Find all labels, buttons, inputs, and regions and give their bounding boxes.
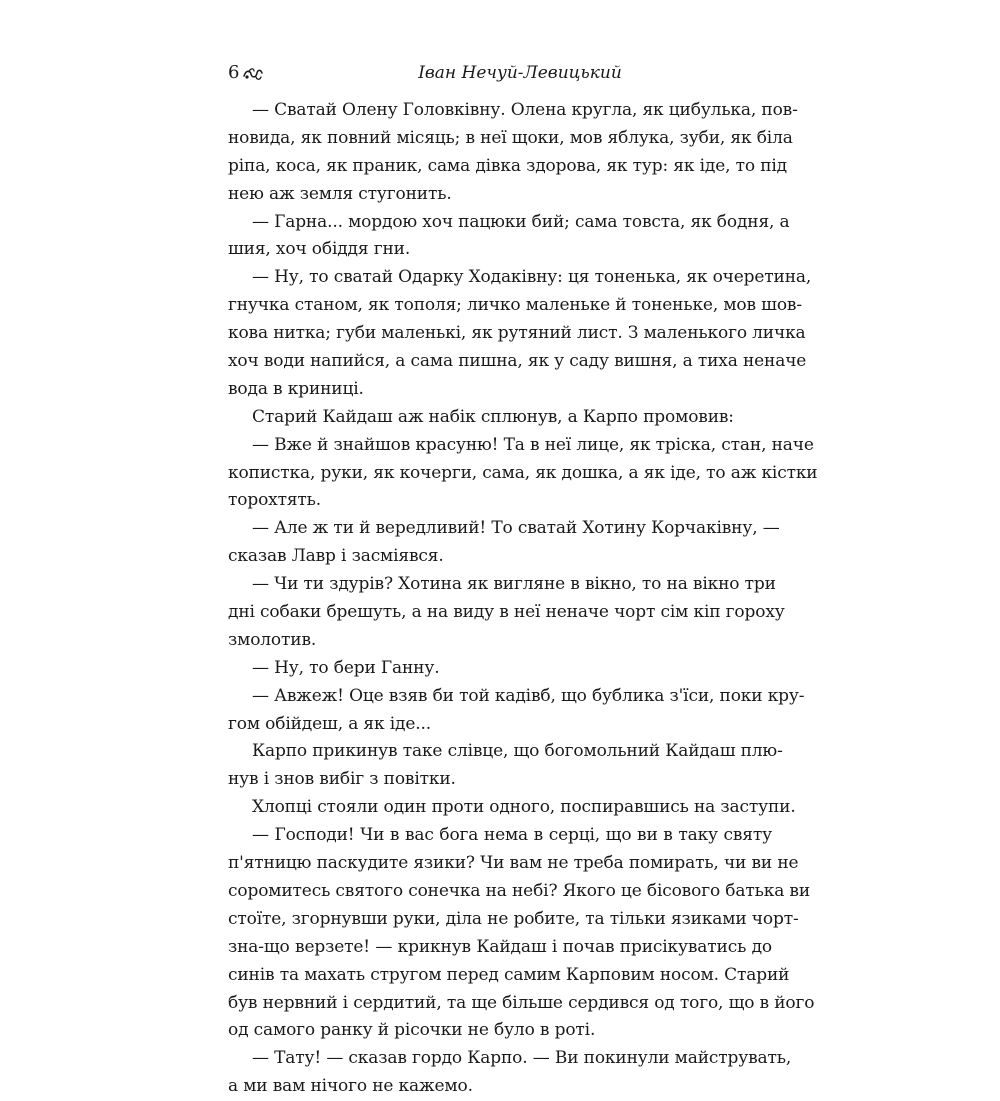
paragraph (228, 404, 772, 432)
text-line: Хлопці стояли один проти одного, поспиравшись на заступи. (252, 797, 796, 818)
text-line: — Вже й знайшов красуню! Та в неї лице, як тріска, стан, наче (252, 434, 814, 455)
text-line: змолотив. (228, 629, 317, 650)
text-line: — Ну, то сватай Одарку Ходаківну: ця тоненька, як очеретина, (252, 267, 812, 288)
text-line: ріпа, коса, як праник, сама дівка здорова, як тур: як іде, то під (228, 155, 788, 176)
paragraph (228, 571, 785, 655)
running-head (228, 58, 772, 88)
paragraph (228, 264, 812, 403)
paragraph (228, 1045, 792, 1101)
text-line: шия, хоч обіддя гни. (228, 239, 411, 260)
text-line: копистка, руки, як кочерги, сама, як дошка, а як іде, то аж кістки (228, 462, 818, 483)
text-line: нею аж земля стугонить. (228, 183, 452, 204)
text-line: — Авжеж! Оце взяв би той кадівб, що бублика з'їси, поки кру- (252, 685, 805, 706)
text-line: гом обійдеш, а як іде... (228, 713, 432, 734)
text-line: Карпо прикинув таке слівце, що богомольний Кайдаш плю- (252, 741, 783, 762)
text-line: кова нитка; губи маленькі, як рутяний лист. З маленького личка (228, 323, 806, 344)
text-line: — Чи ти здурів? Хотина як вигляне в вікно, то на вікно три (252, 574, 776, 595)
paragraph (228, 738, 783, 794)
paragraph (228, 209, 790, 265)
text-line: а ми вам нічого не кажемо. (228, 1076, 473, 1097)
text-line: — Ну, то бери Ганну. (252, 657, 440, 678)
paragraph (228, 683, 805, 739)
text-line: зна-що верзете! — крикнув Кайдаш і почав присікуватись до (228, 936, 772, 957)
text-line: Старий Кайдаш аж набік сплюнув, а Карпо промовив: (252, 406, 734, 427)
text-line: стоїте, згорнувши руки, діла не робите, та тільки язиками чорт- (228, 908, 799, 929)
text-line: дні собаки брешуть, а на виду в неї неначе чорт сім кіп гороху (228, 602, 785, 623)
text-line: нув і знов вибіг з повітки. (228, 769, 456, 790)
text-line: вода в криниці. (228, 378, 364, 399)
text-line: — Гарна... мордою хоч пацюки бий; сама товста, як бодня, а (252, 211, 790, 232)
text-line: — Сватай Олену Головківну. Олена кругла, як цибулька, пов- (252, 100, 798, 120)
text-line: — Тату! — сказав гордо Карпо. — Ви покинули майструвать, (252, 1048, 792, 1069)
body-text (228, 97, 818, 1101)
text-line: — Господи! Чи в вас бога нема в серці, що ви в таку святу (252, 825, 772, 846)
text-line: п'ятницю паскудите язики? Чи вам не треба помирать, чи ви не (228, 853, 799, 874)
text-line: соромитесь святого сонечка на небі? Якого це бісового батька ви (228, 880, 811, 901)
text-line: сказав Лавр і засміявся. (228, 546, 444, 567)
text-line: новида, як повний місяць; в неї щоки, мов яблука, зуби, як біла (228, 127, 793, 148)
paragraph (228, 822, 815, 1045)
vine-ornament-icon (243, 66, 263, 80)
text-line: од самого ранку й рісочки не було в роті. (228, 1020, 596, 1041)
running-title: Іван Нечуй-Левицький (418, 63, 622, 83)
paragraph (228, 97, 798, 209)
text-line: синів та махать стругом перед самим Карповим носом. Старий (228, 964, 790, 985)
text-line: хоч води напийся, а сама пишна, як у саду вишня, а тиха неначе (228, 351, 807, 372)
paragraph (228, 432, 818, 516)
page-number: 6 (228, 62, 240, 83)
text-line: торохтять. (228, 490, 322, 511)
text-line: — Але ж ти й вередливий! То сватай Хотину Корчаківну, — (252, 518, 780, 539)
paragraph (228, 794, 796, 822)
text-line: гнучка станом, як тополя; личко маленьке й тоненьке, мов шов- (228, 295, 802, 316)
paragraph (228, 515, 780, 571)
paragraph (228, 655, 772, 683)
text-line: був нервний і сердитий, та ще більше сердився од того, що в його (228, 992, 815, 1013)
